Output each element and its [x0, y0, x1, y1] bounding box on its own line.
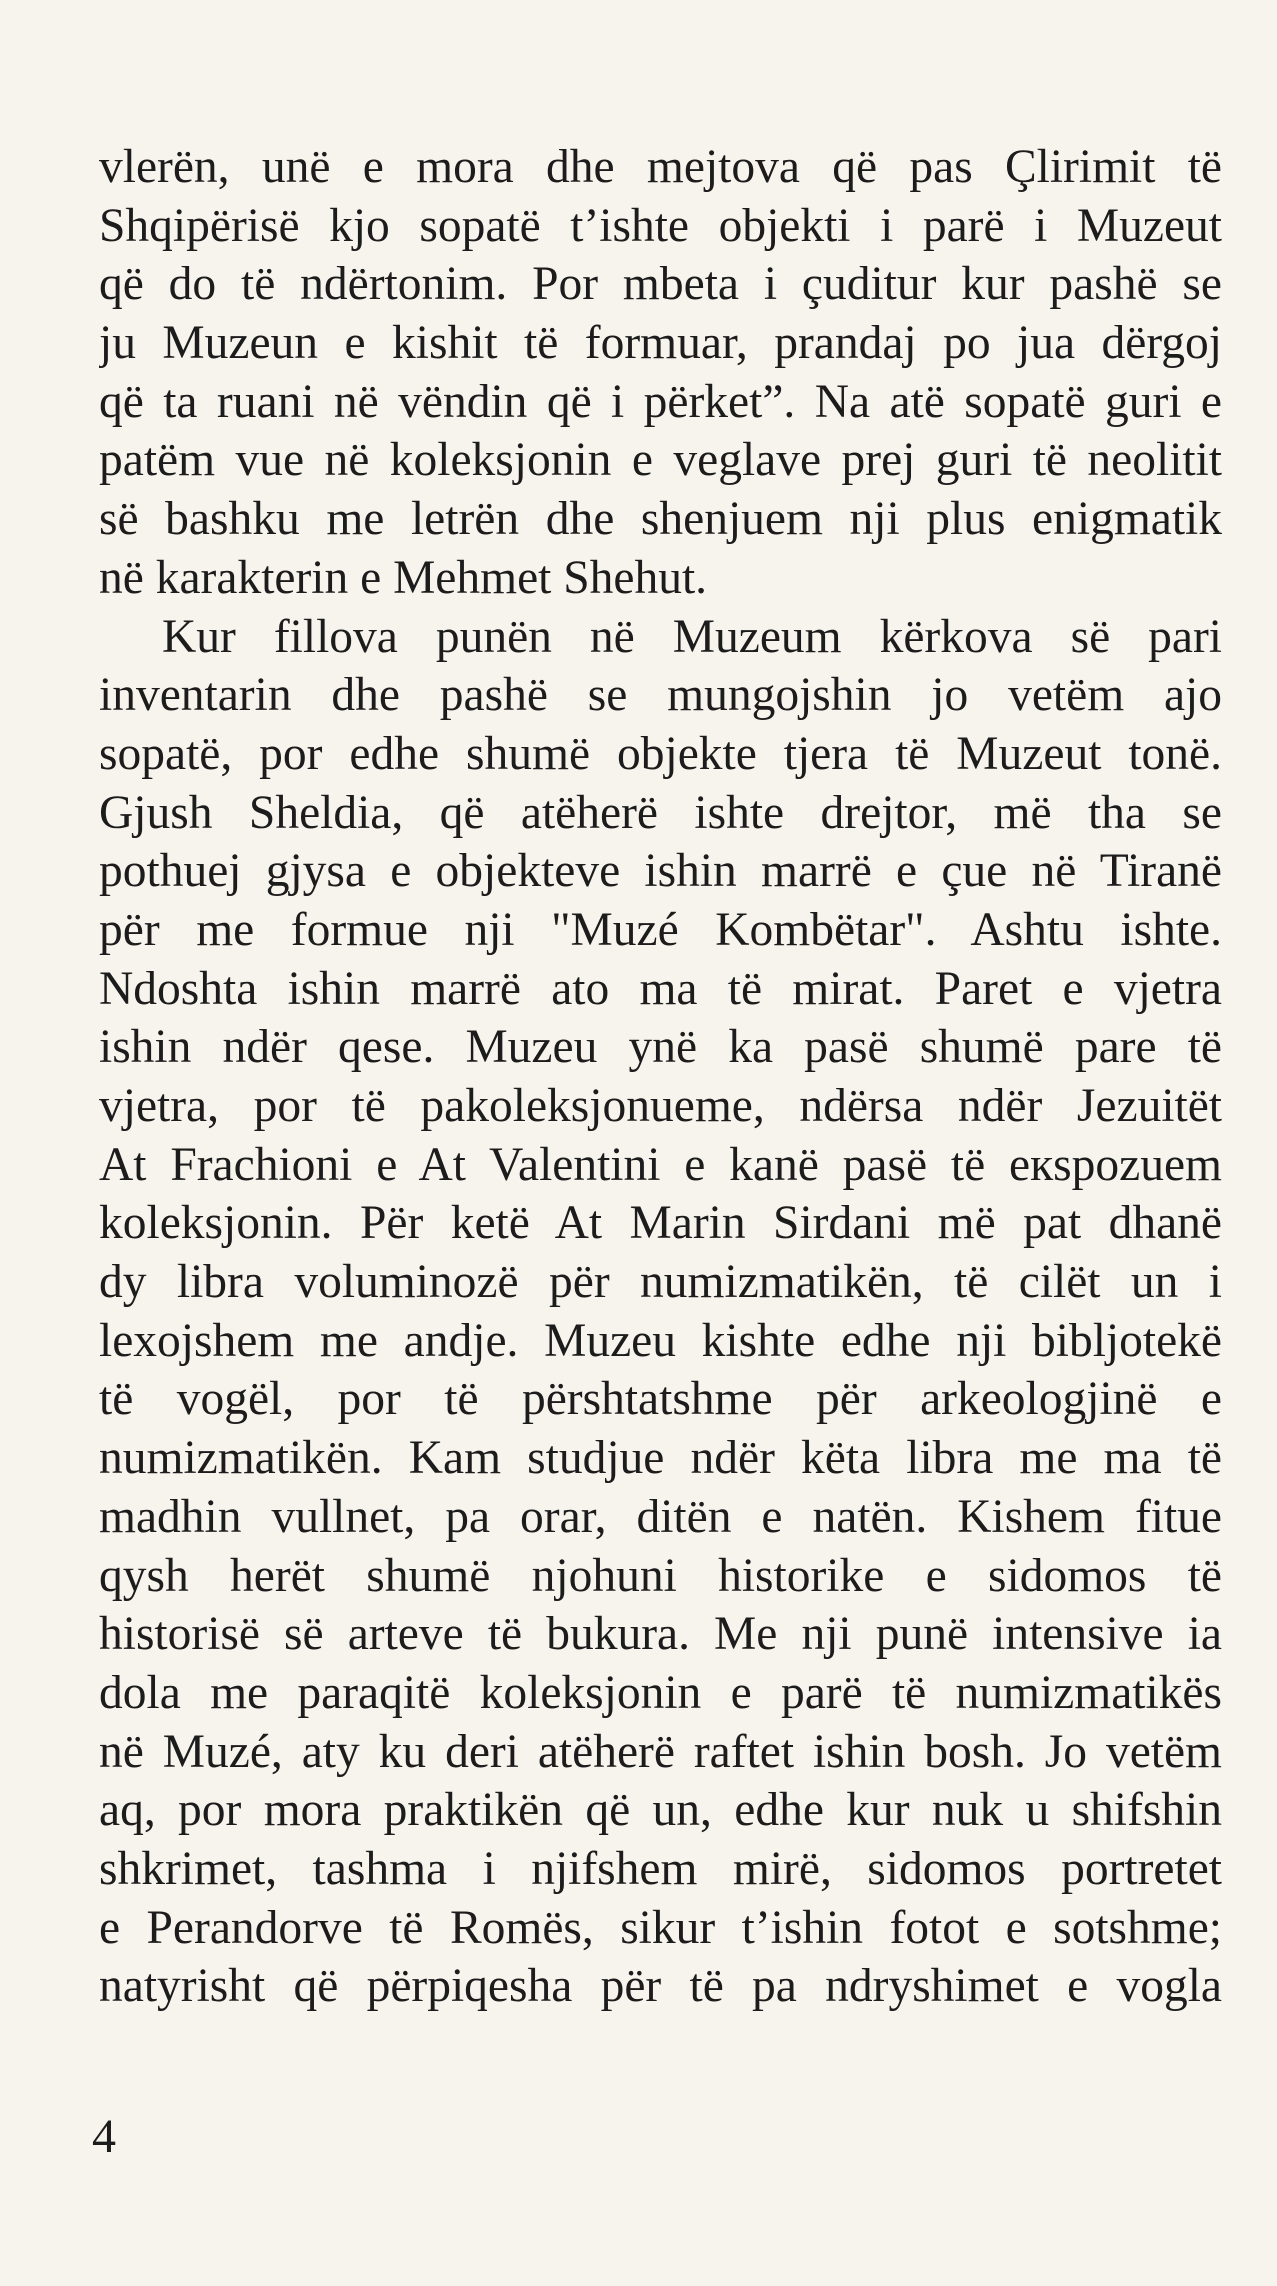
- text-line: që ta ruani në vëndin që i përket”. Na atë sopatë guri e: [99, 375, 1222, 428]
- text-line: Gjush Sheldia, që atëherë ishte drejtor, më tha se: [99, 786, 1222, 839]
- text-line: dola me paraqitë koleksjonin e parë të numizmatikës: [99, 1666, 1222, 1719]
- page-number: 4: [92, 2110, 116, 2163]
- text-line: Ndoshta ishin marrë ato ma të mirat. Paret e vjetra: [99, 962, 1222, 1015]
- text-line: historisë së arteve të bukura. Me nji punë intensive ia: [99, 1608, 1222, 1661]
- text-line: ishin ndër qese. Muzeu ynë ka pasë shumë pare të: [99, 1021, 1222, 1074]
- text-line: vlerën, unë e mora dhe mejtova që pas Çlirimit të: [99, 141, 1222, 193]
- body-text: [99, 138, 1222, 2016]
- text-line: e Perandorve të Romës, sikur t’ishin fotot e sotshme;: [99, 1901, 1222, 1954]
- text-line: koleksjonin. Për ketë At Marin Sirdani më pat dhanë: [99, 1197, 1222, 1250]
- text-line: për me formue nji "Muzé Kombëtar". Ashtu ishte.: [99, 903, 1222, 956]
- text-line: patëm vue në koleksjonin e veglave prej guri të neolitit: [99, 434, 1222, 487]
- text-line: të vogël, por të përshtatshme për arkeologjinë e: [99, 1373, 1222, 1426]
- text-line: Shqipërisë kjo sopatë t’ishte objekti i parë i Muzeut: [99, 199, 1222, 252]
- text-line: aq, por mora praktikën që un, edhe kur nuk u shifshin: [99, 1784, 1222, 1837]
- text-line: pothuej gjysa e objekteve ishin marrë e çue në Tiranë: [99, 845, 1222, 898]
- paragraph-2: [99, 608, 1222, 2017]
- text-line: në Muzé, aty ku deri atëherë raftet ishin bosh. Jo vetëm: [99, 1725, 1222, 1778]
- text-line: qysh herët shumë njohuni historike e sidomos të: [99, 1549, 1222, 1602]
- text-line: lexojshem me andje. Muzeu kishte edhe nji bibljotekë: [99, 1314, 1222, 1367]
- paragraph-1: [99, 138, 1222, 608]
- text-line: që do të ndërtonim. Por mbeta i çuditur kur pashë se: [99, 258, 1222, 311]
- text-line: në karakterin e Mehmet Shehut.: [99, 551, 708, 604]
- text-line: Kur fillova punën në Muzeum kërkova së pari: [162, 610, 1222, 663]
- text-line: sopatë, por edhe shumë objekte tjera të Muzeut tonë.: [99, 727, 1222, 780]
- text-line: shkrimet, tashma i njifshem mirë, sidomos portretet: [99, 1842, 1222, 1895]
- text-line: inventarin dhe pashë se mungojshin jo vetëm ajo: [99, 669, 1222, 722]
- text-line: natyrisht që përpiqesha për të pa ndryshimet e vogla: [99, 1960, 1222, 2013]
- text-line: së bashku me letrën dhe shenjuem nji plus enigmatik: [99, 493, 1222, 546]
- text-line: ju Muzeun e kishit të formuar, prandaj po jua dërgoj: [99, 317, 1222, 370]
- text-line: dy libra voluminozë për numizmatikën, të cilët un i: [99, 1256, 1222, 1309]
- text-line: numizmatikën. Kam studjue ndër këta libra me ma të: [99, 1432, 1222, 1485]
- text-line: At Frachioni e At Valentini e kanë pasë të eкspozuem: [99, 1138, 1222, 1191]
- text-line: vjetra, por të pakoleksjonueme, ndërsa ndër Jezuitët: [99, 1080, 1222, 1132]
- text-line: madhin vullnet, pa orar, ditën e natën. Kishem fitue: [99, 1490, 1222, 1543]
